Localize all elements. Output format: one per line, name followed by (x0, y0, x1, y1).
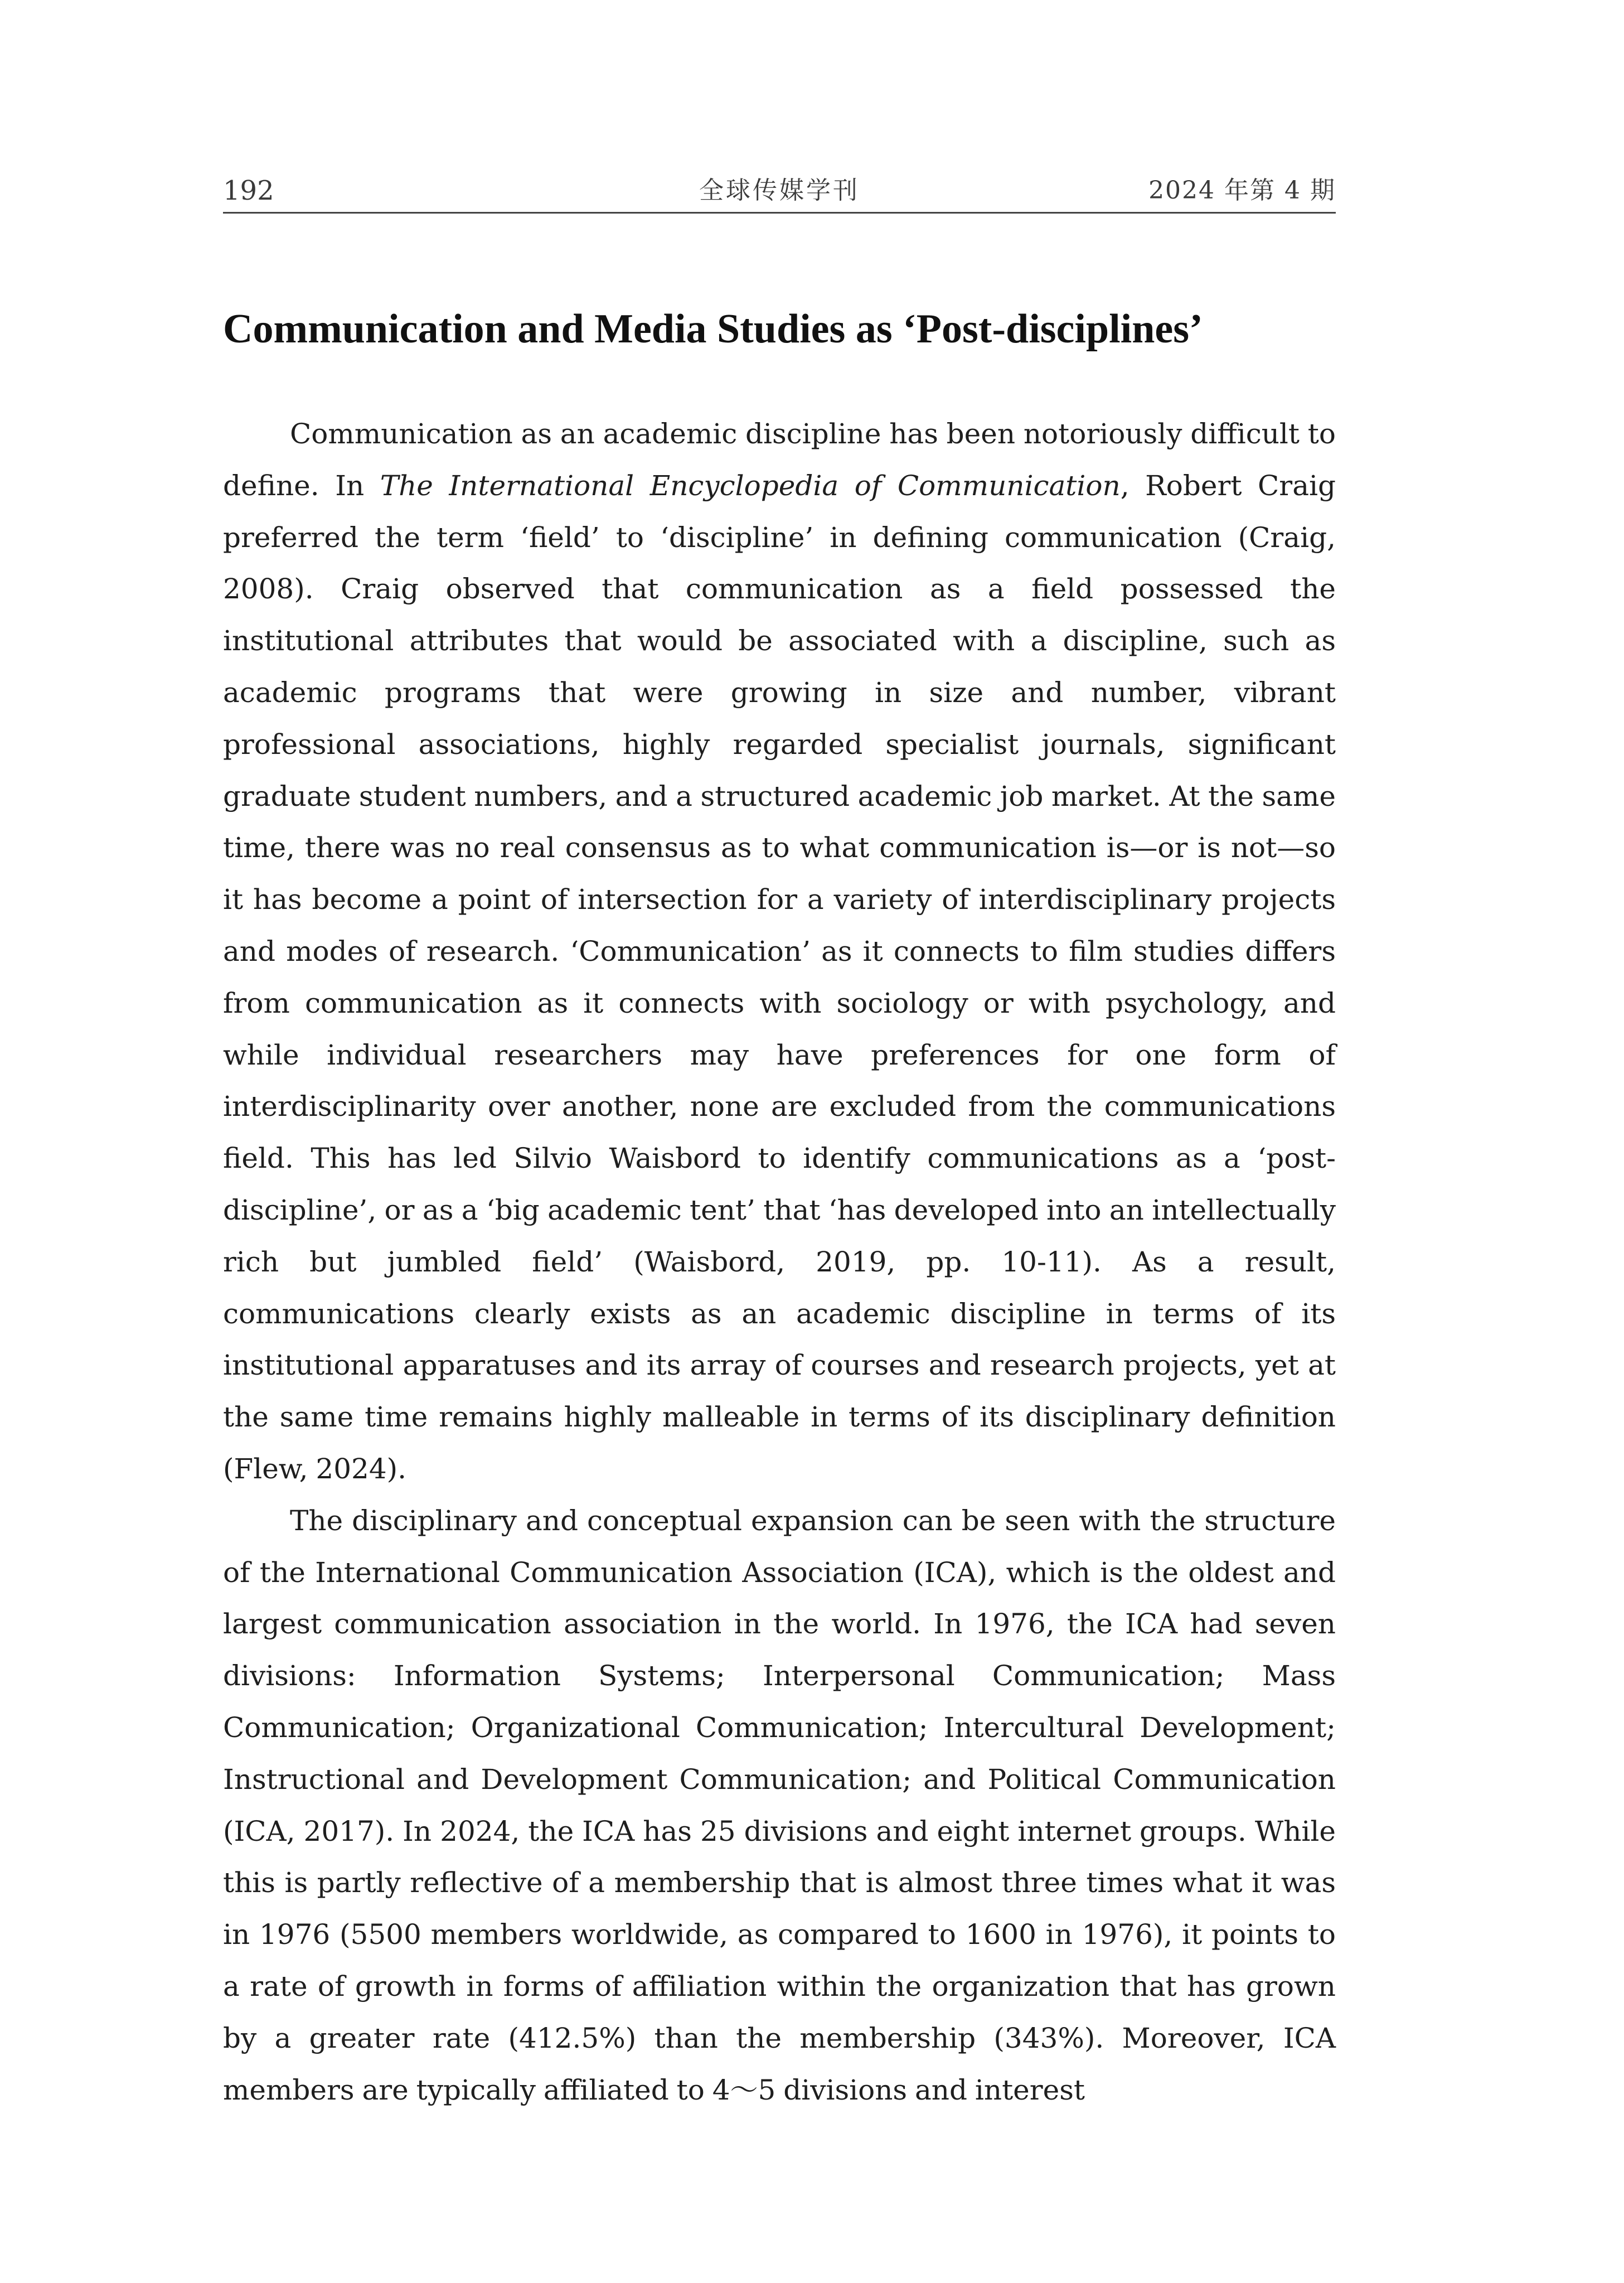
section-title: Communication and Media Studies as ‘Post-disciplines’ (223, 306, 1203, 352)
paragraph-2 (223, 1495, 1336, 2116)
page-number: 192 (223, 175, 274, 206)
book-title: The International Encyclopedia of Communication (380, 469, 1121, 502)
paragraph-text: Communication as an academic discipline has been notoriously difficult to define. In (223, 418, 1336, 502)
paragraph-text: The disciplinary and conceptual expansion can be seen with the structure of the International Communication Association (ICA), which is the oldest and largest communication association in the world. In 1976, the ICA had seven divisions: Information Systems; Interpersonal Communication; Mass Communication; Organizational Communication; Intercultural Development; Instructional and Development Communication; and Political Communication (ICA, 2017). In 2024, the ICA has 25 divisions and eight internet groups. While this is partly reflective of a membership that is almost three times what it was in 1976 (5500 members worldwide, as compared to 1600 in 1976), it points to a rate of growth in forms of affiliation within the organization that has grown by a greater rate (412.5%) than the membership (343%). Moreover, ICA members are typically affiliated to 4～5 divisions and interest (223, 1504, 1336, 2106)
page-header (223, 172, 1336, 214)
journal-name: 全球传媒学刊 (699, 176, 860, 205)
issue-label: 2024 年第 4 期 (1148, 176, 1336, 205)
paragraph-text: , Robert Craig preferred the term ‘field’ to ‘discipline’ in defining communication (Craig, 2008). Craig observed that communication as a field possessed the institutional attributes that would be associated with a discipline, such as academic programs that were growing in size and number, vibrant professional associations, highly regarded specialist journals, significant graduate student numbers, and a structured academic job market. At the same time, there was no real consensus as to what communication is—or is not—so it has become a point of intersection for a variety of interdisciplinary projects and modes of research. ‘Communication’ as it connects to film studies differs from communication as it connects with sociology or with psychology, and while individual researchers may have preferences for one form of interdisciplinarity over another, none are excluded from the communications field. This has led Silvio Waisbord to identify communications as a ‘post-discipline’, or as a ‘big academic tent’ that ‘has developed into an intellectually rich but jumbled field’ (Waisbord, 2019, pp. 10-11). As a result, communications clearly exists as an academic discipline in terms of its institutional apparatuses and its array of courses and research projects, yet at the same time remains highly malleable in terms of its disciplinary definition (Flew, 2024). (223, 469, 1336, 1485)
paragraph-1 (223, 408, 1336, 1495)
body-text (223, 408, 1336, 2116)
